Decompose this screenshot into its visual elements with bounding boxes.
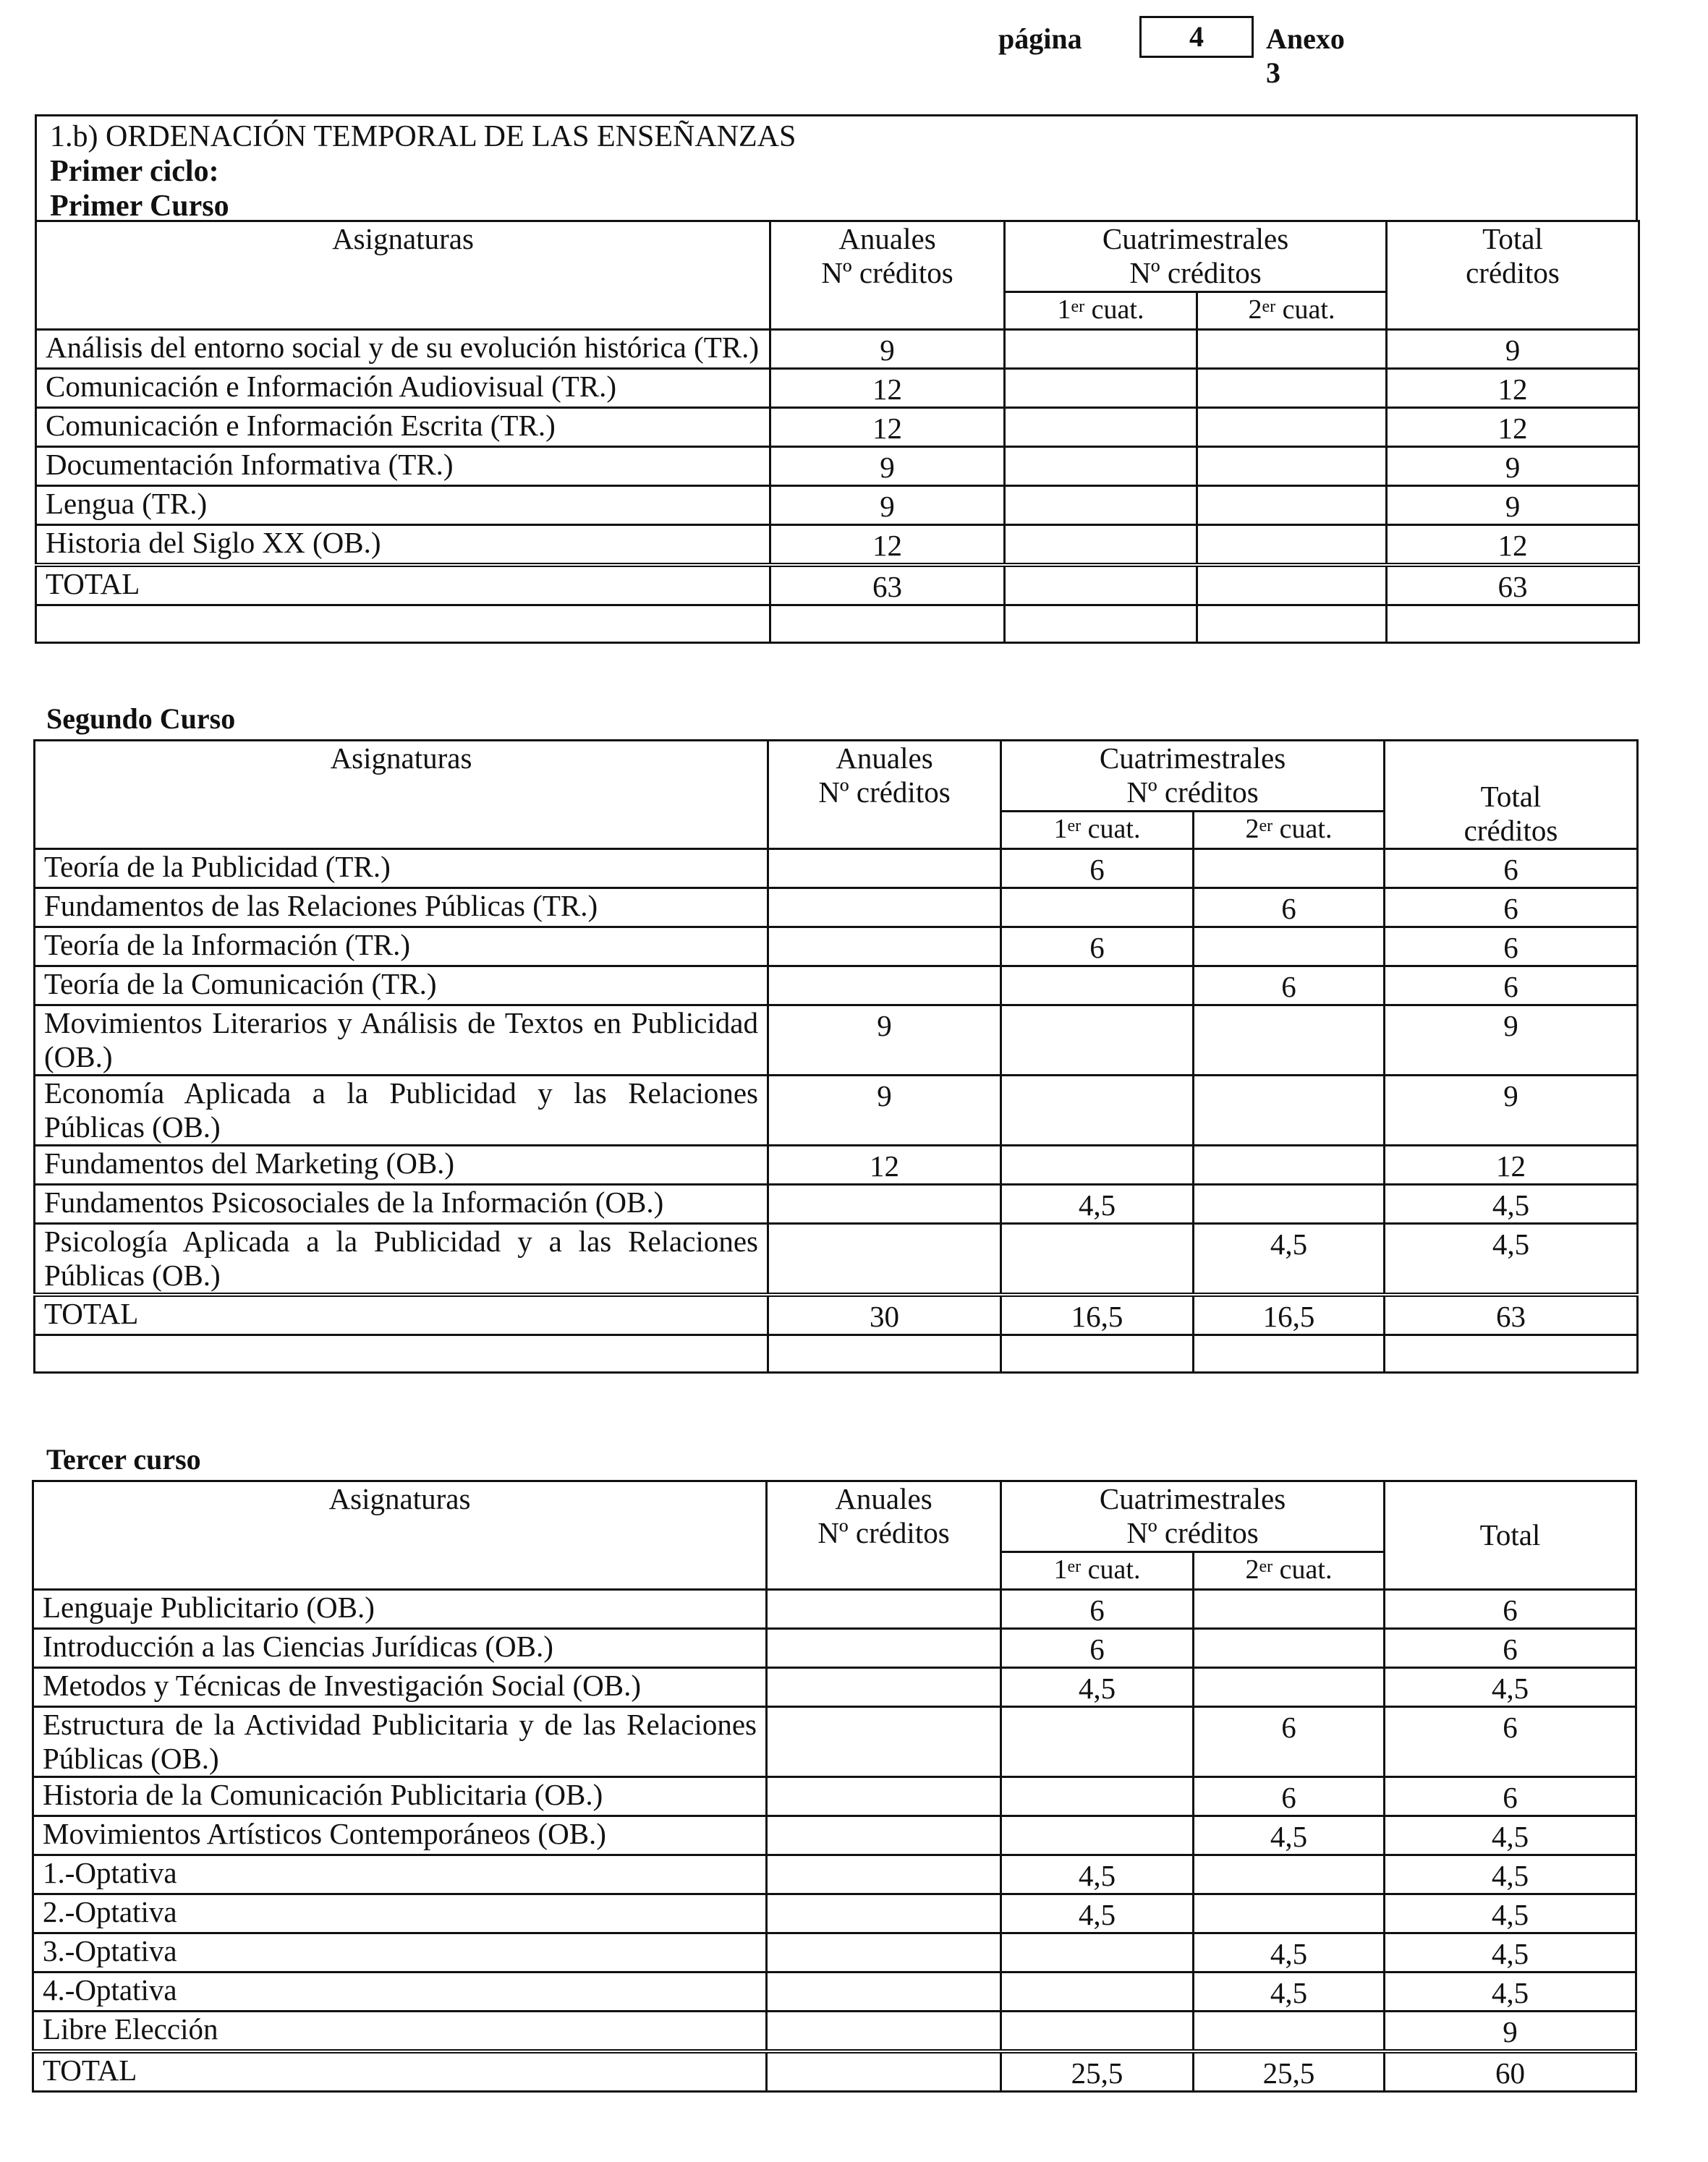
blank-cell — [768, 1335, 1001, 1373]
table-row — [35, 888, 1638, 927]
first-quarter-cell — [1001, 1933, 1194, 1972]
subject-cell: Historia del Siglo XX (OB.) — [36, 525, 770, 566]
subject-cell: Comunicación e Información Audiovisual (TR.) — [36, 369, 770, 408]
second-quarter-cell: 4,5 — [1194, 1816, 1385, 1855]
col-total: Total — [1385, 1481, 1636, 1590]
second-quarter-cell: 16,5 — [1194, 1295, 1385, 1335]
subject-cell: Fundamentos Psicosociales de la Información (OB.) — [35, 1185, 768, 1224]
col-1er-cuat: 1er cuat. — [1001, 812, 1194, 849]
total-credits-cell: 6 — [1385, 1590, 1636, 1629]
total-credits-cell: 6 — [1385, 888, 1638, 927]
total-credits-cell: 6 — [1385, 966, 1638, 1005]
table-row — [36, 525, 1639, 566]
second-quarter-cell — [1194, 1076, 1385, 1146]
col-asignaturas: Asignaturas — [36, 221, 770, 330]
table-row — [35, 1185, 1638, 1224]
anual-credits-cell: 9 — [770, 447, 1005, 486]
subject-cell: TOTAL — [33, 2051, 767, 2092]
table-body — [33, 1590, 1636, 2092]
col-1er-cuat: 1er cuat. — [1001, 1552, 1194, 1590]
anual-credits-cell — [767, 1668, 1001, 1707]
second-quarter-cell: 6 — [1194, 888, 1385, 927]
anual-credits-cell — [768, 1185, 1001, 1224]
anual-credits-cell — [767, 1972, 1001, 2012]
first-quarter-cell — [1005, 408, 1197, 447]
subject-cell: Movimientos Artísticos Contemporáneos (OB.) — [33, 1816, 767, 1855]
annex-label: Anexo 3 — [1266, 22, 1345, 89]
table-row — [35, 1076, 1638, 1146]
first-quarter-cell — [1005, 447, 1197, 486]
col-2er-cuat: 2er cuat. — [1197, 292, 1387, 330]
table-head — [35, 741, 1638, 849]
anual-credits-cell — [768, 888, 1001, 927]
anual-credits-cell: 9 — [770, 330, 1005, 369]
first-quarter-cell: 4,5 — [1001, 1855, 1194, 1894]
total-row — [36, 565, 1639, 605]
subject-cell: 3.-Optativa — [33, 1933, 767, 1972]
table-row — [35, 927, 1638, 966]
second-quarter-cell — [1194, 1146, 1385, 1185]
first-quarter-cell — [1001, 1076, 1194, 1146]
second-quarter-cell — [1194, 1005, 1385, 1076]
subject-cell: TOTAL — [36, 565, 770, 605]
first-quarter-cell: 4,5 — [1001, 1668, 1194, 1707]
section-title: 1.b) ORDENACIÓN TEMPORAL DE LAS ENSEÑANZAS — [50, 120, 796, 153]
subject-cell: Estructura de la Actividad Publicitaria y de las Relaciones Públicas (OB.) — [33, 1707, 767, 1777]
anual-credits-cell — [768, 927, 1001, 966]
table-head — [33, 1481, 1636, 1590]
blank-cell — [1005, 605, 1197, 643]
second-quarter-cell — [1197, 565, 1387, 605]
first-quarter-cell — [1001, 1005, 1194, 1076]
col-anuales: Anuales Nº créditos — [767, 1481, 1001, 1590]
total-credits-cell: 9 — [1385, 1076, 1638, 1146]
second-quarter-cell — [1194, 1185, 1385, 1224]
second-quarter-cell — [1194, 1855, 1385, 1894]
anual-credits-cell — [768, 1224, 1001, 1295]
subject-cell: Análisis del entorno social y de su evolución histórica (TR.) — [36, 330, 770, 369]
subject-cell: TOTAL — [35, 1295, 768, 1335]
total-credits-cell: 12 — [1387, 408, 1639, 447]
second-quarter-cell — [1197, 369, 1387, 408]
subject-cell: Libre Elección — [33, 2012, 767, 2052]
col-asignaturas: Asignaturas — [35, 741, 768, 849]
blank-row — [36, 605, 1639, 643]
blank-cell — [1387, 605, 1639, 643]
table-row — [35, 1146, 1638, 1185]
subject-cell: Comunicación e Información Escrita (TR.) — [36, 408, 770, 447]
anual-credits-cell: 12 — [770, 525, 1005, 566]
second-quarter-cell — [1194, 2012, 1385, 2052]
second-quarter-cell — [1197, 525, 1387, 566]
subject-cell: Psicología Aplicada a la Publicidad y a las Relaciones Públicas (OB.) — [35, 1224, 768, 1295]
second-quarter-cell: 6 — [1194, 1707, 1385, 1777]
second-quarter-cell — [1194, 1668, 1385, 1707]
total-credits-cell: 63 — [1387, 565, 1639, 605]
col-cuatrimestrales: Cuatrimestrales Nº créditos — [1001, 1481, 1385, 1552]
first-quarter-cell — [1001, 1777, 1194, 1816]
anual-credits-cell: 63 — [770, 565, 1005, 605]
second-quarter-cell — [1197, 330, 1387, 369]
subject-cell: Lengua (TR.) — [36, 486, 770, 525]
first-quarter-cell: 25,5 — [1001, 2051, 1194, 2092]
second-quarter-cell — [1197, 447, 1387, 486]
anual-credits-cell: 12 — [770, 408, 1005, 447]
table-row — [35, 1005, 1638, 1076]
cycle-title: Primer ciclo: — [50, 155, 219, 188]
total-credits-cell: 60 — [1385, 2051, 1636, 2092]
anual-credits-cell — [767, 2051, 1001, 2092]
subject-cell: Historia de la Comunicación Publicitaria (OB.) — [33, 1777, 767, 1816]
total-row — [33, 2051, 1636, 2092]
col-anuales: Anuales Nº créditos — [770, 221, 1005, 330]
table-row — [33, 1972, 1636, 2012]
first-quarter-cell: 6 — [1001, 927, 1194, 966]
blank-cell — [36, 605, 770, 643]
total-row — [35, 1295, 1638, 1335]
first-quarter-cell — [1001, 1816, 1194, 1855]
second-quarter-cell — [1194, 1894, 1385, 1933]
blank-cell — [35, 1335, 768, 1373]
blank-cell — [1194, 1335, 1385, 1373]
total-credits-cell: 63 — [1385, 1295, 1638, 1335]
col-anuales: Anuales Nº créditos — [768, 741, 1001, 849]
tercer-curso-table — [32, 1480, 1637, 2093]
second-quarter-cell — [1194, 1629, 1385, 1668]
total-credits-cell: 12 — [1387, 369, 1639, 408]
total-credits-cell: 9 — [1385, 1005, 1638, 1076]
table-row — [36, 408, 1639, 447]
anual-credits-cell: 9 — [770, 486, 1005, 525]
first-quarter-cell — [1001, 2012, 1194, 2052]
primer-curso-table — [35, 220, 1640, 644]
second-quarter-cell: 6 — [1194, 1777, 1385, 1816]
table-row — [33, 1707, 1636, 1777]
total-credits-cell: 6 — [1385, 1777, 1636, 1816]
second-quarter-cell — [1197, 486, 1387, 525]
first-quarter-cell: 4,5 — [1001, 1185, 1194, 1224]
segundo-curso-title: Segundo Curso — [46, 702, 236, 735]
total-credits-cell: 6 — [1385, 1707, 1636, 1777]
col-total: Total créditos — [1387, 221, 1639, 330]
second-quarter-cell: 25,5 — [1194, 2051, 1385, 2092]
col-cuatrimestrales: Cuatrimestrales Nº créditos — [1001, 741, 1385, 812]
table-row — [35, 1224, 1638, 1295]
anual-credits-cell — [767, 1933, 1001, 1972]
total-credits-cell: 4,5 — [1385, 1855, 1636, 1894]
anual-credits-cell — [767, 1707, 1001, 1777]
anual-credits-cell: 12 — [770, 369, 1005, 408]
second-quarter-cell: 4,5 — [1194, 1224, 1385, 1295]
table-row — [33, 1668, 1636, 1707]
first-quarter-cell: 4,5 — [1001, 1894, 1194, 1933]
anual-credits-cell — [767, 1777, 1001, 1816]
total-credits-cell: 12 — [1385, 1146, 1638, 1185]
first-quarter-cell: 16,5 — [1001, 1295, 1194, 1335]
table-row — [33, 1816, 1636, 1855]
total-credits-cell: 9 — [1385, 2012, 1636, 2052]
section-heading-box — [35, 114, 1638, 221]
col-2er-cuat: 2er cuat. — [1194, 812, 1385, 849]
first-quarter-cell: 6 — [1001, 1629, 1194, 1668]
subject-cell: 1.-Optativa — [33, 1855, 767, 1894]
anual-credits-cell — [768, 966, 1001, 1005]
total-credits-cell: 6 — [1385, 927, 1638, 966]
table-row — [33, 1855, 1636, 1894]
total-credits-cell: 12 — [1387, 525, 1639, 566]
primer-curso-title: Primer Curso — [50, 190, 229, 223]
second-quarter-cell: 4,5 — [1194, 1972, 1385, 2012]
total-credits-cell: 4,5 — [1385, 1224, 1638, 1295]
anual-credits-cell: 9 — [768, 1076, 1001, 1146]
subject-cell: 4.-Optativa — [33, 1972, 767, 2012]
subject-cell: 2.-Optativa — [33, 1894, 767, 1933]
blank-cell — [770, 605, 1005, 643]
total-credits-cell: 4,5 — [1385, 1185, 1638, 1224]
total-credits-cell: 4,5 — [1385, 1668, 1636, 1707]
table-row — [36, 369, 1639, 408]
subject-cell: Metodos y Técnicas de Investigación Social (OB.) — [33, 1668, 767, 1707]
table-row — [35, 966, 1638, 1005]
table-row — [35, 849, 1638, 888]
col-1er-cuat: 1er cuat. — [1005, 292, 1197, 330]
tercer-curso-title: Tercer curso — [46, 1443, 201, 1476]
second-quarter-cell — [1194, 1590, 1385, 1629]
subject-cell: Introducción a las Ciencias Jurídicas (OB.) — [33, 1629, 767, 1668]
anual-credits-cell — [767, 1894, 1001, 1933]
subject-cell: Teoría de la Información (TR.) — [35, 927, 768, 966]
first-quarter-cell — [1005, 369, 1197, 408]
subject-cell: Fundamentos de las Relaciones Públicas (TR.) — [35, 888, 768, 927]
first-quarter-cell — [1001, 1707, 1194, 1777]
first-quarter-cell — [1005, 486, 1197, 525]
table-row — [36, 330, 1639, 369]
col-cuatrimestrales: Cuatrimestrales Nº créditos — [1005, 221, 1387, 292]
total-credits-cell: 4,5 — [1385, 1894, 1636, 1933]
anual-credits-cell: 12 — [768, 1146, 1001, 1185]
total-credits-cell: 6 — [1385, 1629, 1636, 1668]
blank-row — [35, 1335, 1638, 1373]
total-credits-cell: 4,5 — [1385, 1972, 1636, 2012]
table-row — [36, 486, 1639, 525]
subject-cell: Teoría de la Publicidad (TR.) — [35, 849, 768, 888]
anual-credits-cell: 9 — [768, 1005, 1001, 1076]
anual-credits-cell — [767, 1816, 1001, 1855]
total-credits-cell: 6 — [1385, 849, 1638, 888]
table-row — [33, 1590, 1636, 1629]
first-quarter-cell — [1001, 1146, 1194, 1185]
table-row — [33, 2012, 1636, 2052]
subject-cell: Movimientos Literarios y Análisis de Textos en Publicidad (OB.) — [35, 1005, 768, 1076]
table-row — [33, 1933, 1636, 1972]
second-quarter-cell: 4,5 — [1194, 1933, 1385, 1972]
blank-cell — [1385, 1335, 1638, 1373]
subject-cell: Economía Aplicada a la Publicidad y las Relaciones Públicas (OB.) — [35, 1076, 768, 1146]
page-number-box: 4 — [1139, 16, 1254, 58]
anual-credits-cell — [768, 849, 1001, 888]
table-row — [36, 447, 1639, 486]
pagina-label: página — [998, 22, 1082, 55]
table-row — [33, 1894, 1636, 1933]
second-quarter-cell: 6 — [1194, 966, 1385, 1005]
table-row — [33, 1629, 1636, 1668]
subject-cell: Lenguaje Publicitario (OB.) — [33, 1590, 767, 1629]
first-quarter-cell — [1001, 1224, 1194, 1295]
anual-credits-cell — [767, 1855, 1001, 1894]
anual-credits-cell — [767, 1629, 1001, 1668]
table-row — [33, 1777, 1636, 1816]
blank-cell — [1001, 1335, 1194, 1373]
table-body — [36, 330, 1639, 643]
total-credits-cell: 4,5 — [1385, 1816, 1636, 1855]
subject-cell: Teoría de la Comunicación (TR.) — [35, 966, 768, 1005]
first-quarter-cell — [1001, 888, 1194, 927]
second-quarter-cell — [1194, 849, 1385, 888]
total-credits-cell: 4,5 — [1385, 1933, 1636, 1972]
col-total: Total créditos — [1385, 741, 1638, 849]
total-credits-cell: 9 — [1387, 330, 1639, 369]
anual-credits-cell — [767, 1590, 1001, 1629]
first-quarter-cell — [1001, 1972, 1194, 2012]
anual-credits-cell — [767, 2012, 1001, 2052]
total-credits-cell: 9 — [1387, 447, 1639, 486]
table-head — [36, 221, 1639, 330]
first-quarter-cell: 6 — [1001, 849, 1194, 888]
table-body — [35, 849, 1638, 1373]
col-asignaturas: Asignaturas — [33, 1481, 767, 1590]
total-credits-cell: 9 — [1387, 486, 1639, 525]
subject-cell: Fundamentos del Marketing (OB.) — [35, 1146, 768, 1185]
segundo-curso-table — [33, 739, 1639, 1374]
first-quarter-cell — [1001, 966, 1194, 1005]
subject-cell: Documentación Informativa (TR.) — [36, 447, 770, 486]
second-quarter-cell — [1197, 408, 1387, 447]
first-quarter-cell — [1005, 525, 1197, 566]
anual-credits-cell: 30 — [768, 1295, 1001, 1335]
first-quarter-cell — [1005, 565, 1197, 605]
first-quarter-cell: 6 — [1001, 1590, 1194, 1629]
col-2er-cuat: 2er cuat. — [1194, 1552, 1385, 1590]
blank-cell — [1197, 605, 1387, 643]
second-quarter-cell — [1194, 927, 1385, 966]
first-quarter-cell — [1005, 330, 1197, 369]
